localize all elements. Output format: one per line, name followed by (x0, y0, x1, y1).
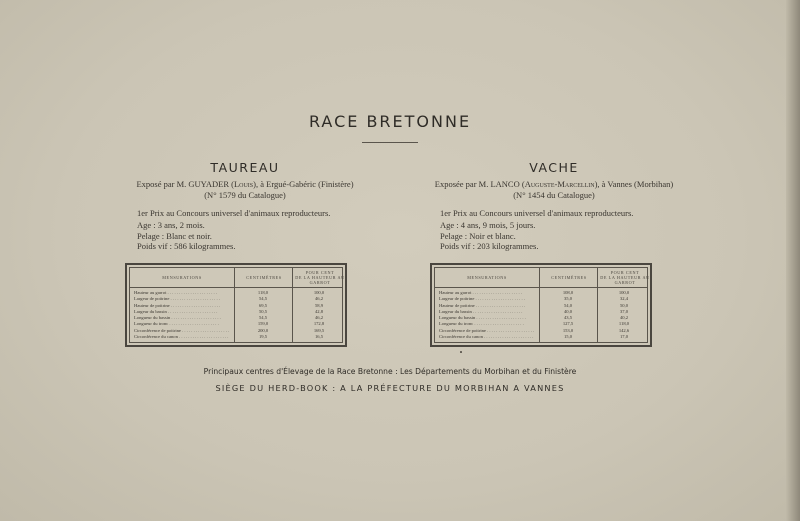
row-cm: 19,5 (258, 334, 268, 340)
table-row (130, 334, 342, 340)
cow-heading: VACHE (529, 160, 579, 175)
row-percent: 142,6 (618, 327, 630, 333)
row-percent: 40,2 (619, 315, 629, 321)
row-cm: 54,0 (563, 302, 573, 308)
row-cm: 35,0 (563, 296, 573, 302)
cow-exhibitor-suffix: ), à Vannes (Morbihan) (594, 179, 674, 189)
row-percent: 42,8 (314, 308, 324, 314)
row-label: Hauteur au garrot . . . (134, 290, 230, 296)
bull-measurements-table (125, 263, 347, 347)
row-label: Largeur du bassin . . . (439, 309, 535, 315)
bull-exhibitor (95, 179, 395, 201)
cow-facts (440, 220, 538, 252)
row-label: Hauteur au garrot . . . (439, 290, 535, 296)
row-label: Circonférence du canon . . . (134, 334, 230, 340)
bull-coat: Pelage : Blanc et noir. (137, 230, 212, 241)
row-cm: 40,0 (563, 308, 573, 314)
bull-section (95, 160, 395, 201)
title-underline (362, 142, 418, 143)
bull-heading: TAUREAU (210, 160, 280, 175)
row-label: Longueur du tronc . . . (439, 321, 535, 327)
page-edge-shadow (786, 0, 800, 521)
herd-book-seat-line: SIÈGE DU HERD-BOOK : A LA PRÉFECTURE DU MORBIHAN A VANNES (215, 383, 565, 393)
row-percent: 32,4 (619, 296, 629, 302)
row-label: Longueur du bassin . . . (439, 315, 535, 321)
print-speck (460, 351, 462, 353)
row-cm: 54,5 (258, 315, 268, 321)
bull-table-rows (130, 290, 342, 340)
bull-age: Age : 3 ans, 2 mois. (137, 220, 205, 230)
header-centimetres: CENTIMÈTRES (539, 268, 598, 287)
header-percent-line2: DE LA HAUTEUR AU GARROT (600, 275, 650, 285)
row-cm: 159,0 (257, 321, 269, 327)
row-label: Circonférence de poitrine . . . (439, 328, 535, 334)
header-percent-line1: POUR CENT (610, 270, 640, 275)
row-percent: 50,0 (619, 302, 629, 308)
table-header (130, 268, 345, 288)
row-label: Largeur du bassin . . . (134, 309, 230, 315)
row-label: Largeur de poitrine . . . (134, 296, 230, 302)
bull-exhibitor-suffix: ), à Ergué-Gabéric (Finistère) (253, 179, 354, 189)
cow-measurements-table (430, 263, 652, 347)
cow-age: Age : 4 ans, 9 mois, 5 jours. (440, 220, 536, 230)
bull-facts (137, 220, 235, 252)
row-percent: 172,8 (313, 321, 325, 327)
row-label: Hauteur de poitrine . . . (134, 303, 230, 309)
cow-exhibitor (404, 179, 704, 201)
cow-section (404, 160, 704, 201)
row-label: Longueur du bassin . . . (134, 315, 230, 321)
row-percent: 100,0 (618, 290, 630, 295)
cow-coat: Pelage : Noir et blanc. (440, 230, 516, 241)
bull-prize: 1er Prix au Concours universel d'animaux reproducteurs. (137, 208, 331, 218)
row-percent: 16,5 (314, 334, 324, 340)
breeding-centres-line: Principaux centres d'Élevage de la Race Bretonne : Les Départements du Morbihan et du Finistère (203, 367, 577, 376)
cow-exhibitor-prefix: Exposée par M. LANCO ( (434, 179, 525, 189)
row-cm: 50,5 (258, 308, 268, 314)
header-mensurations: MENSURATIONS (467, 275, 507, 280)
row-cm: 153,0 (562, 327, 574, 333)
bull-exhibitor-prefix: Exposé par M. GUYADER ( (136, 179, 234, 189)
header-percent (597, 268, 652, 287)
header-mensurations: MENSURATIONS (162, 275, 202, 280)
header-percent (292, 268, 347, 287)
cow-table-rows (435, 290, 647, 340)
row-cm: 127,5 (562, 321, 574, 327)
row-percent: 100,0 (313, 290, 325, 295)
row-label: Longueur du tronc . . . (134, 321, 230, 327)
row-percent: 58,9 (314, 302, 324, 308)
row-cm: 118,0 (257, 290, 269, 295)
table-row (435, 334, 647, 340)
row-percent: 46,2 (314, 296, 324, 302)
bull-exhibitor-firstname: Louis (233, 179, 254, 189)
cow-weight: Poids vif : 203 kilogrammes. (440, 241, 539, 251)
row-percent: 169,5 (313, 327, 325, 333)
header-centimetres: CENTIMÈTRES (234, 268, 293, 287)
row-label: Circonférence du canon . . . (439, 334, 535, 340)
row-cm: 15,0 (563, 334, 573, 340)
row-cm: 54,5 (258, 296, 268, 302)
row-percent: 37,0 (619, 308, 629, 314)
row-percent: 17,0 (619, 334, 629, 340)
cow-exhibitor-firstname: Auguste-Marcellin (524, 179, 595, 189)
header-percent-line1: POUR CENT (305, 270, 335, 275)
bull-catalogue-number: (N° 1579 du Catalogue) (204, 190, 286, 200)
header-percent-line2: DE LA HAUTEUR AU GARROT (295, 275, 345, 285)
cow-prize: 1er Prix au Concours universel d'animaux reproducteurs. (440, 208, 634, 218)
row-percent: 46,2 (314, 315, 324, 321)
row-cm: 108,0 (562, 290, 574, 295)
bull-weight: Poids vif : 586 kilogrammes. (137, 241, 236, 251)
row-percent: 118,0 (618, 321, 630, 327)
row-cm: 69,5 (258, 302, 268, 308)
row-cm: 200,0 (257, 327, 269, 333)
table-header (435, 268, 650, 288)
page-title: RACE BRETONNE (308, 112, 472, 131)
row-cm: 43,5 (563, 315, 573, 321)
row-label: Circonférence de poitrine . . . (134, 328, 230, 334)
cow-catalogue-number: (N° 1454 du Catalogue) (513, 190, 595, 200)
row-label: Largeur de poitrine . . . (439, 296, 535, 302)
row-label: Hauteur de poitrine . . . (439, 303, 535, 309)
